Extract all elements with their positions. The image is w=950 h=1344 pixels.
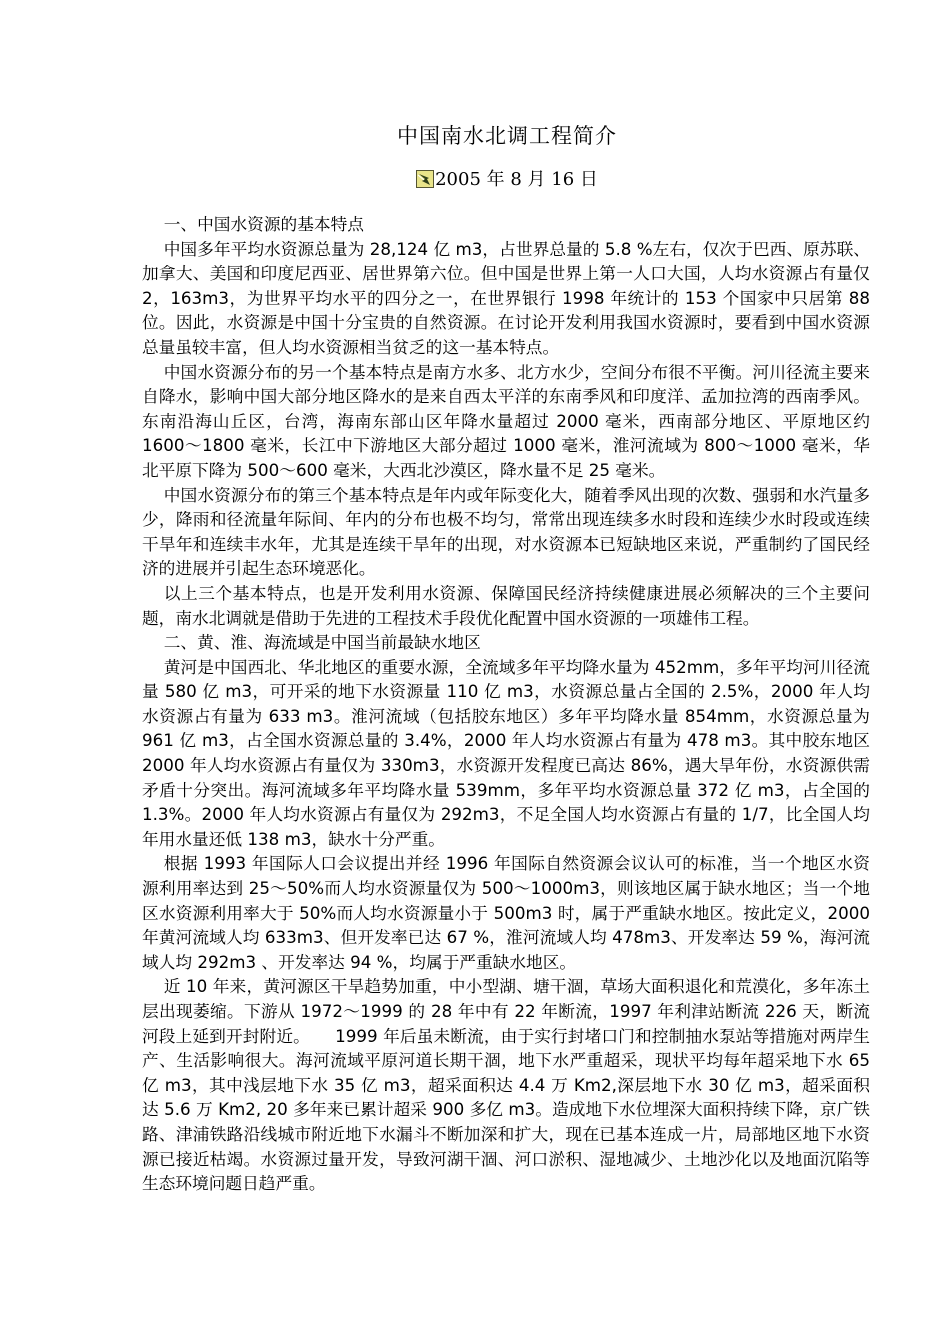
paragraph: 根据 1993 年国际人口会议提出并经 1996 年国际自然资源会议认可的标准，当一个地区水资源利用率达到 25～50%而人均水资源量仅为 500～1000m3，则该地区属于缺水地区；当一个地区水资源利用率大于 50%而人均水资源量小于 500m3 时，属于严重缺水地区。按此定义，2000 年黄河流域人均 633m3、但开发率已达 67 %，淮河流域人均 478m3、开发率达 59 %，海河流域人均 292m3 、开发率达 94 %，均属于严重缺水地区。: [142, 853, 870, 972]
paragraph: 中国多年平均水资源总量为 28,124 亿 m3，占世界总量的 5.8 %左右，仅次于巴西、原苏联、加拿大、美国和印度尼西亚、居世界第六位。但中国是世界上第一人口大国，人均水资源占有量仅 2，163m3，为世界平均水平的四分之一，在世界银行 1998 年统计的 153 个国家中只居第 88 位。因此，水资源是中国十分宝贵的自然资源。在讨论开发利用我国水资源时，要看到中国水资源总量虽较丰富，但人均水资源相当贫乏的这一基本特点。: [142, 238, 870, 357]
document-arrow-icon: [416, 170, 434, 188]
paragraph: 以上三个基本特点，也是开发利用水资源、保障国民经济持续健康进展必须解决的三个主要问题，南水北调就是借助于先进的工程技术手段优化配置中国水资源的一项雄伟工程。: [142, 582, 870, 628]
section-heading: 一、中国水资源的基本特点: [163, 214, 364, 234]
section-heading: 二、黄、淮、海流域是中国当前最缺水地区: [163, 632, 481, 653]
article-body: [142, 212, 870, 1196]
paragraph: 近 10 年来，黄河源区干旱趋势加重，中小型湖、塘干涸，草场大面积退化和荒漠化，多年冻土层出现萎缩。下游从 1972～1999 的 28 年中有 22 年断流，1997 年利津站断流 226 天，断流河段上延到开封附近。 1999 年后虽未断流，由于实行封堵口门和控制抽水泵站等措施对两岸生产、生活影响很大。海河流域平原河道长期干涸，地下水严重超采，现状平均每年超采地下水 65 亿 m3，其中浅层地下水 35 亿 m3，超采面积达 4.4 万 Km2,深层地下水 30 亿 m3，超采面积达 5.6 万 Km2, 20 多年来已累计超采 900 多亿 m3。造成地下水位埋深大面积持续下降，京广铁路、津浦铁路沿线城市附近地下水漏斗不断加深和扩大，现在已基本连成一片，局部地区地下水资源已接近枯竭。水资源过量开发，导致河湖干涸、河口淤积、湿地减少、土地沙化以及地面沉陷等生态环境问题日趋严重。: [142, 976, 870, 1194]
page-title: 中国南水北调工程简介: [397, 124, 617, 148]
publish-date: 2005 年 8 月 16 日: [435, 169, 598, 190]
paragraph: 中国水资源分布的第三个基本特点是年内或年际变化大，随着季风出现的次数、强弱和水汽量多少，降雨和径流量年际间、年内的分布也极不均匀，常常出现连续多水时段和连续少水时段或连续干旱年和连续丰水年，尤其是连续干旱年的出现，对水资源本已短缺地区来说，严重制约了国民经济的进展并引起生态环境恶化。: [142, 484, 870, 579]
dateline: [0, 168, 950, 192]
paragraph: 黄河是中国西北、华北地区的重要水源，全流域多年平均降水量为 452mm，多年平均河川径流量 580 亿 m3，可开采的地下水资源量 110 亿 m3，水资源总量占全国的 2.5%，2000 年人均水资源占有量为 633 m3。淮河流域（包括胶东地区）多年平均降水量 854mm，水资源总量为 961 亿 m3，占全国水资源总量的 3.4%，2000 年人均水资源占有量为 478 m3。其中胶东地区 2000 年人均水资源占有量仅为 330m3，水资源开发程度已高达 86%，遇大旱年份，水资源供需矛盾十分突出。海河流域多年平均降水量 539mm，多年平均水资源总量 372 亿 m3，占全国的 1.3%。2000 年人均水资源占有量仅为 292m3，不足全国人均水资源占有量的 1/7，比全国人均年用水量还低 138 m3，缺水十分严重。: [142, 656, 870, 849]
paragraph: 中国水资源分布的另一个基本特点是南方水多、北方水少，空间分布很不平衡。河川径流主要来自降水，影响中国大部分地区降水的是来自西太平洋的东南季风和印度洋、孟加拉湾的西南季风。东南沿海山丘区，台湾，海南东部山区年降水量超过 2000 毫米，西南部分地区、平原地区约 1600～1800 毫米，长江中下游地区大部分超过 1000 毫米，淮河流域为 800～1000 毫米，华北平原下降为 500～600 毫米，大西北沙漠区，降水量不足 25 毫米。: [142, 361, 870, 480]
